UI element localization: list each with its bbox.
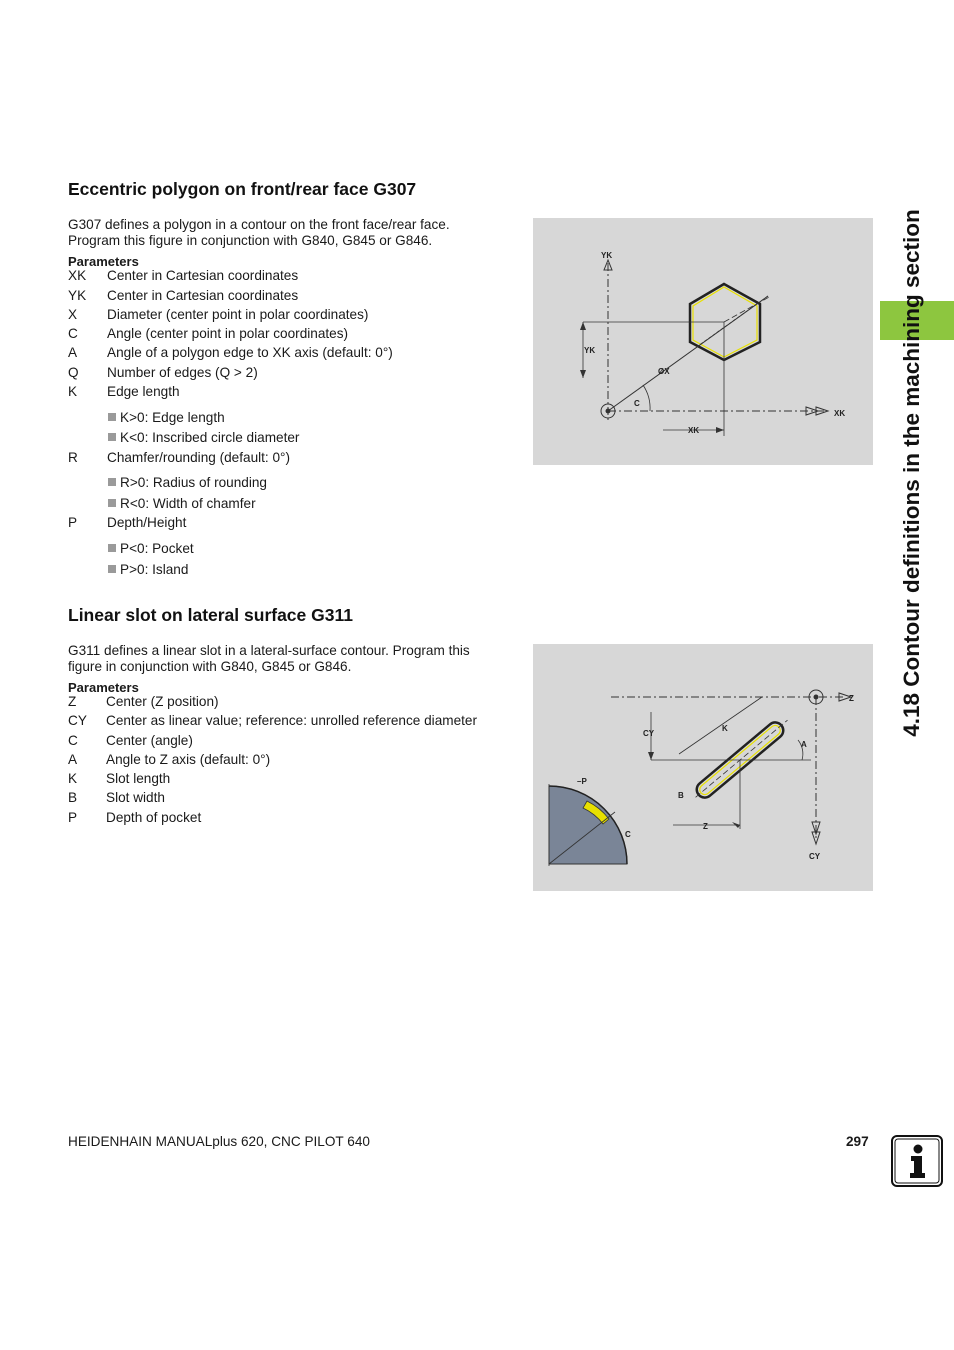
- label-k: K: [722, 724, 728, 733]
- bullet-square-icon: [108, 433, 116, 441]
- label-z-dim: Z: [703, 822, 708, 831]
- bullet-text: K>0: Edge length: [120, 410, 225, 425]
- param-key: X: [68, 307, 78, 322]
- footer-text: HEIDENHAIN MANUALplus 620, CNC PILOT 640: [68, 1134, 370, 1149]
- side-chapter-title-text: 4.18 Contour definitions in the machining section: [899, 209, 924, 737]
- bullet-item: [108, 475, 267, 491]
- bullet-text: R<0: Width of chamfer: [120, 496, 256, 511]
- intro-g311: [68, 643, 508, 675]
- figure-polygon-g307: [533, 218, 873, 465]
- label-a: A: [801, 740, 807, 749]
- param-value: Edge length: [107, 384, 180, 399]
- param-value: Center (angle): [106, 733, 193, 748]
- param-value: Angle of a polygon edge to XK axis (default: 0°): [107, 345, 393, 360]
- label-b: B: [678, 791, 684, 800]
- label-c: C: [634, 399, 640, 408]
- label-minus-p: –P: [577, 777, 587, 786]
- param-value: Chamfer/rounding (default: 0°): [107, 450, 291, 465]
- param-value: Angle to Z axis (default: 0°): [106, 752, 271, 767]
- param-key: A: [68, 345, 78, 360]
- label-diameter-x: ØX: [658, 367, 670, 376]
- label-xk: XK: [834, 409, 846, 418]
- page-number: 297: [846, 1134, 869, 1149]
- param-value: Depth/Height: [107, 515, 187, 530]
- param-key: K: [68, 771, 78, 786]
- param-value: Center in Cartesian coordinates: [107, 268, 299, 283]
- bullet-square-icon: [108, 544, 116, 552]
- bullet-text: P>0: Island: [120, 562, 189, 577]
- param-key: C: [68, 733, 78, 748]
- bullet-item: [108, 562, 188, 578]
- bullet-square-icon: [108, 478, 116, 486]
- param-key: Z: [68, 694, 77, 709]
- param-value: Center in Cartesian coordinates: [107, 288, 299, 303]
- label-yk: YK: [601, 251, 613, 260]
- slot-diagram: [533, 644, 873, 891]
- bullet-item: [108, 541, 194, 557]
- param-value: Center (Z position): [106, 694, 219, 709]
- param-key: B: [68, 790, 78, 805]
- bullet-square-icon: [108, 565, 116, 573]
- bullet-square-icon: [108, 413, 116, 421]
- intro-line: Program this figure in conjunction with G840, G845 or G846.: [68, 233, 433, 248]
- label-yk-dim: YK: [584, 346, 596, 355]
- param-key: A: [68, 752, 78, 767]
- param-value: Diameter (center point in polar coordinates): [107, 307, 369, 322]
- param-key: P: [68, 515, 78, 530]
- label-cy-dim: CY: [643, 729, 655, 738]
- param-key: P: [68, 810, 78, 825]
- section-title-g311: Linear slot on lateral surface G311: [68, 605, 353, 625]
- bullet-text: K<0: Inscribed circle diameter: [120, 430, 300, 445]
- param-value: Angle (center point in polar coordinates): [107, 326, 349, 341]
- param-value: Slot width: [106, 790, 165, 805]
- param-value: Slot length: [106, 771, 171, 786]
- figure-slot-g311: [533, 644, 873, 891]
- param-key: K: [68, 384, 78, 399]
- param-key: XK: [68, 268, 87, 283]
- param-value: Center as linear value; reference: unrolled reference diameter: [106, 713, 478, 728]
- bullet-text: R>0: Radius of rounding: [120, 475, 267, 490]
- param-key: CY: [68, 713, 87, 728]
- param-key: Q: [68, 365, 79, 380]
- intro-line: figure in conjunction with G840, G845 or G846.: [68, 659, 352, 674]
- param-key: YK: [68, 288, 87, 303]
- label-cy: CY: [809, 852, 821, 861]
- bullet-item: [108, 410, 225, 426]
- label-c: C: [625, 830, 631, 839]
- intro-line: G311 defines a linear slot in a lateral-surface contour. Program this: [68, 643, 470, 658]
- parameters-heading: Parameters: [68, 680, 139, 695]
- section-title-g307: Eccentric polygon on front/rear face G307: [68, 179, 417, 199]
- param-value: Depth of pocket: [106, 810, 202, 825]
- polygon-diagram: [533, 218, 873, 465]
- parameters-heading: Parameters: [68, 254, 139, 269]
- intro-g307: [68, 217, 508, 249]
- param-key: R: [68, 450, 78, 465]
- param-value: Number of edges (Q > 2): [107, 365, 258, 380]
- bullet-item: [108, 496, 256, 512]
- label-z: Z: [849, 694, 854, 703]
- param-key: C: [68, 326, 78, 341]
- label-xk-dim: XK: [688, 426, 700, 435]
- intro-line: G307 defines a polygon in a contour on the front face/rear face.: [68, 217, 450, 232]
- info-icon[interactable]: [891, 1135, 943, 1187]
- bullet-square-icon: [108, 499, 116, 507]
- bullet-item: [108, 430, 299, 446]
- bullet-text: P<0: Pocket: [120, 541, 194, 556]
